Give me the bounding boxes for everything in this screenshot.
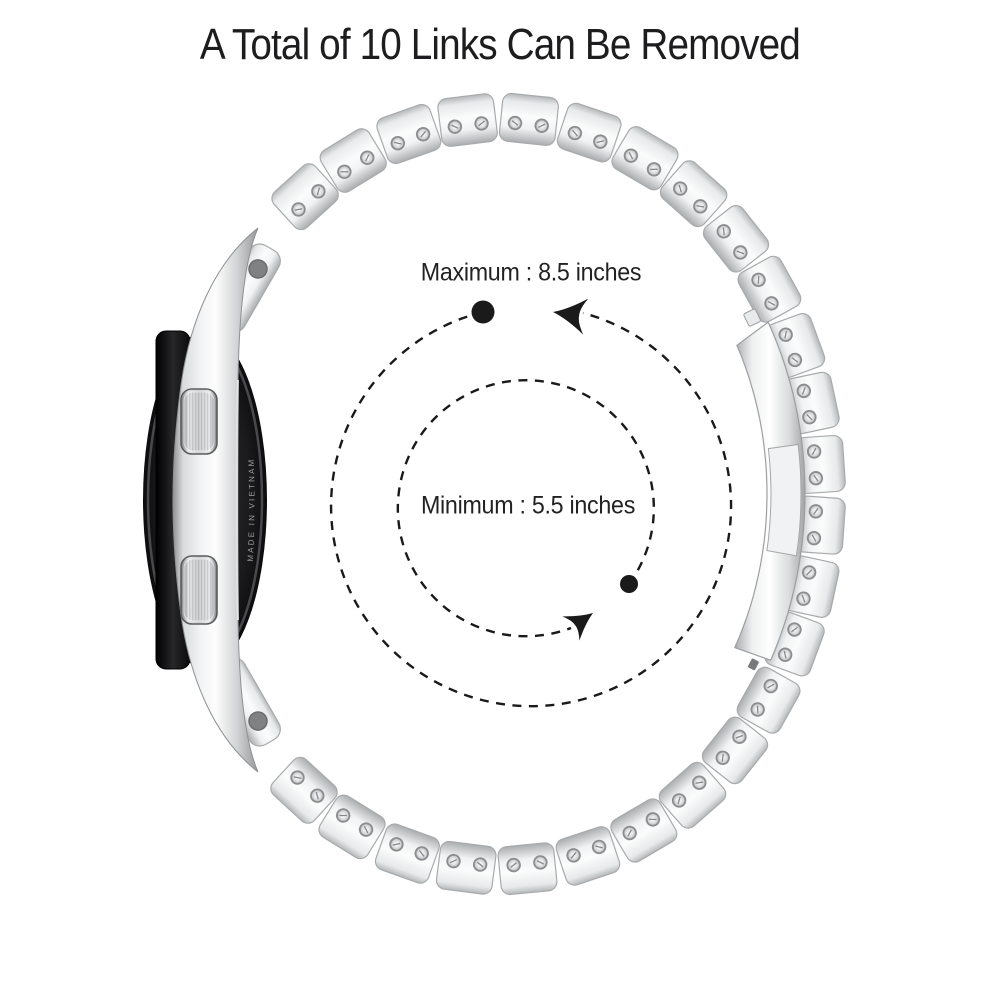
minimum-arrow-icon xyxy=(562,601,601,641)
clasp-buckle xyxy=(767,445,801,556)
case-edge-highlight xyxy=(237,380,238,620)
band-link xyxy=(555,101,623,164)
maximum-arrow-icon xyxy=(550,294,588,335)
band-link xyxy=(435,840,497,895)
minimum-size-label: Minimum : 5.5 inches xyxy=(420,491,636,520)
caseback-engraving: MADE IN VIETNAM xyxy=(245,457,257,562)
minimum-point-dot xyxy=(620,575,638,593)
maximum-point-dot xyxy=(472,301,495,324)
band-link xyxy=(499,93,560,146)
band-link xyxy=(373,822,442,886)
band-link xyxy=(437,93,498,147)
page-title: A Total of 10 Links Can Be Removed xyxy=(199,20,801,69)
band-link xyxy=(554,824,622,887)
band-link xyxy=(497,842,557,895)
band-link xyxy=(374,102,443,166)
maximum-size-label: Maximum : 8.5 inches xyxy=(420,258,642,287)
clasp-notch xyxy=(748,658,760,671)
